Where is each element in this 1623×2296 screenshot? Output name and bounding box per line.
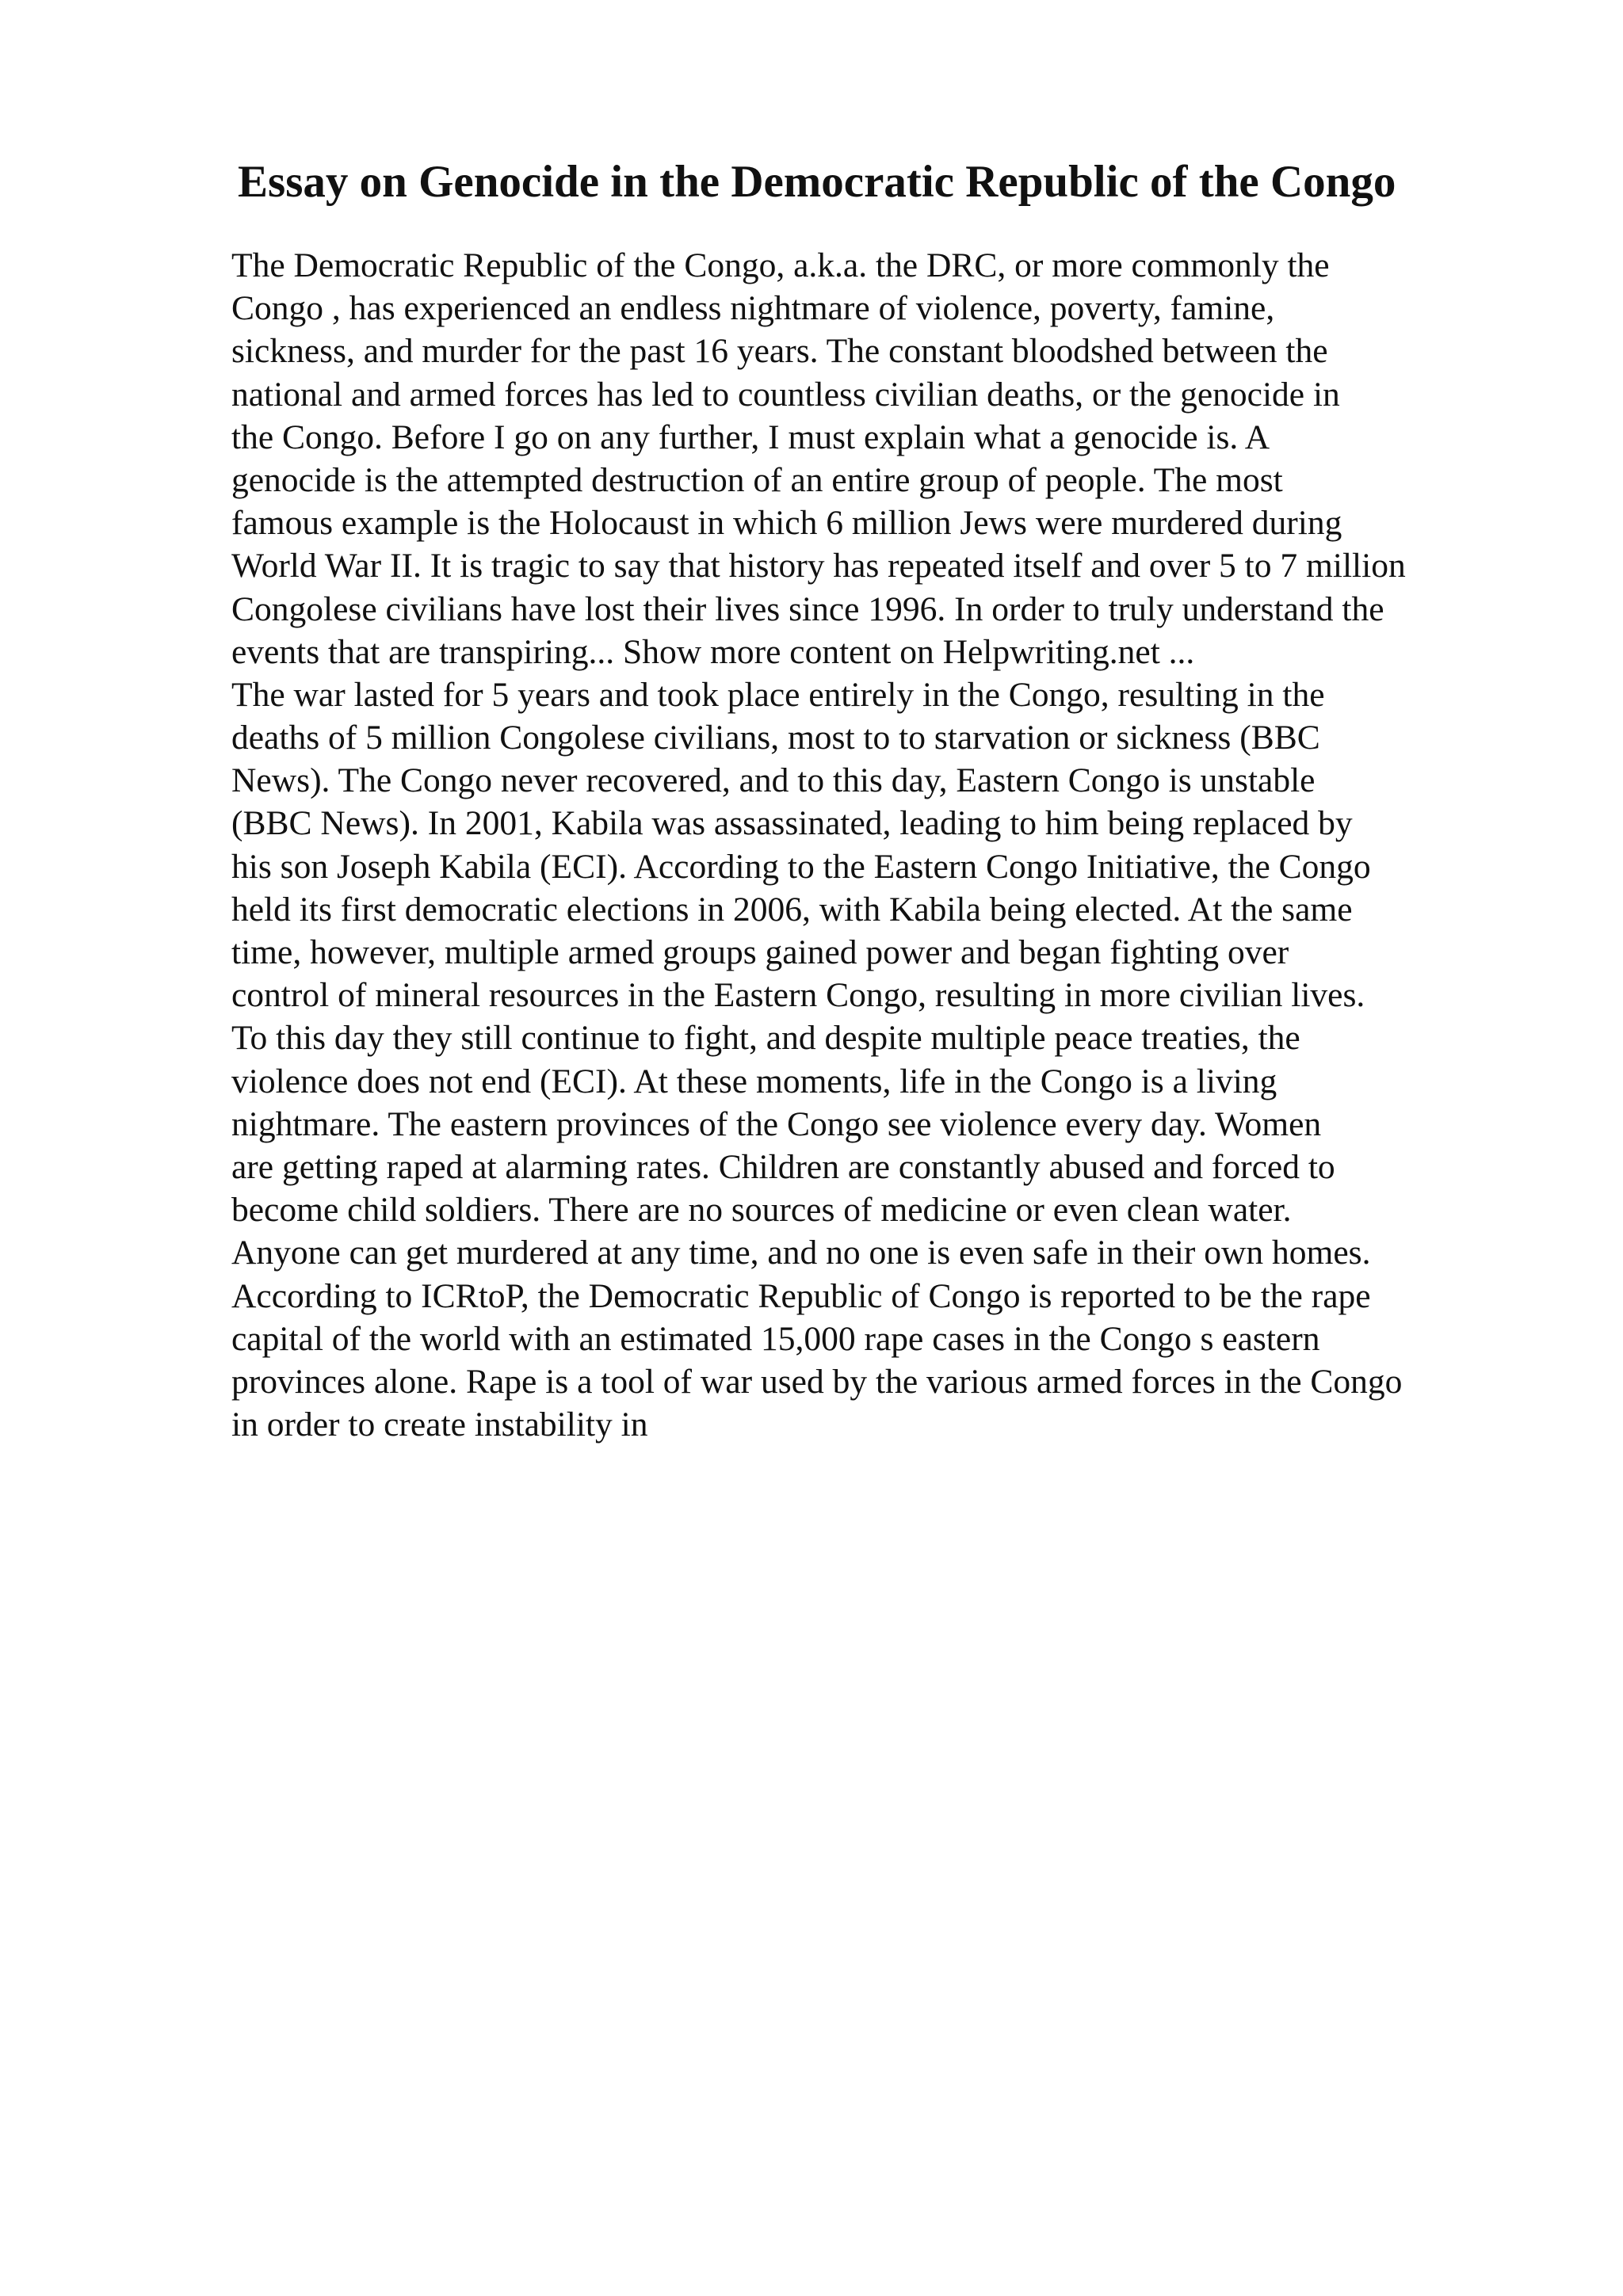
essay-line: sickness, and murder for the past 16 years. The constant bloodshed between the xyxy=(231,332,1328,371)
essay-line: in order to create instability in xyxy=(231,1405,648,1444)
essay-line: the Congo. Before I go on any further, I must explain what a genocide is. A xyxy=(231,418,1270,456)
essay-line: held its first democratic elections in 2006, with Kabila being elected. At the same xyxy=(231,890,1353,929)
essay-body xyxy=(231,244,1563,1446)
essay-line: become child soldiers. There are no sources of medicine or even clean water. xyxy=(231,1191,1292,1230)
essay-line: violence does not end (ECI). At these moments, life in the Congo is a living xyxy=(231,1062,1277,1100)
essay-line: (BBC News). In 2001, Kabila was assassinated, leading to him being replaced by xyxy=(231,804,1353,843)
document-title: Essay on Genocide in the Democratic Republic of the Congo xyxy=(238,157,1396,207)
essay-line: time, however, multiple armed groups gained power and began fighting over xyxy=(231,933,1289,971)
essay-line: national and armed forces has led to countless civilian deaths, or the genocide in xyxy=(231,375,1340,414)
essay-line: provinces alone. Rape is a tool of war used by the various armed forces in the Congo xyxy=(231,1362,1403,1401)
essay-line: deaths of 5 million Congolese civilians, most to to starvation or sickness (BBC xyxy=(231,719,1320,757)
essay-line: his son Joseph Kabila (ECI). According to the Eastern Congo Initiative, the Congo xyxy=(231,847,1371,886)
essay-line: nightmare. The eastern provinces of the Congo see violence every day. Women xyxy=(231,1104,1322,1143)
essay-line: control of mineral resources in the Eastern Congo, resulting in more civilian lives. xyxy=(231,976,1365,1015)
essay-line: events that are transpiring... Show more content on Helpwriting.net ... xyxy=(231,632,1195,671)
essay-line: Anyone can get murdered at any time, and no one is even safe in their own homes. xyxy=(231,1234,1371,1272)
essay-line: To this day they still continue to fight, and despite multiple peace treaties, the xyxy=(231,1019,1300,1058)
essay-line: are getting raped at alarming rates. Children are constantly abused and forced to xyxy=(231,1147,1335,1186)
essay-line: World War II. It is tragic to say that history has repeated itself and over 5 to 7 million xyxy=(231,547,1406,585)
essay-line: The war lasted for 5 years and took place entirely in the Congo, resulting in the xyxy=(231,675,1325,714)
essay-line: capital of the world with an estimated 15,000 rape cases in the Congo s eastern xyxy=(231,1319,1320,1358)
essay-line: The Democratic Republic of the Congo, a.k.a. the DRC, or more commonly the xyxy=(231,246,1330,284)
essay-line: genocide is the attempted destruction of an entire group of people. The most xyxy=(231,460,1283,499)
essay-line: News). The Congo never recovered, and to this day, Eastern Congo is unstable xyxy=(231,761,1316,800)
essay-line: According to ICRtoP, the Democratic Republic of Congo is reported to be the rape xyxy=(231,1276,1371,1315)
essay-line: famous example is the Holocaust in which 6 million Jews were murdered during xyxy=(231,504,1342,543)
essay-line: Congolese civilians have lost their lives since 1996. In order to truly understand the xyxy=(231,589,1384,628)
essay-line: Congo , has experienced an endless nightmare of violence, poverty, famine, xyxy=(231,289,1275,328)
